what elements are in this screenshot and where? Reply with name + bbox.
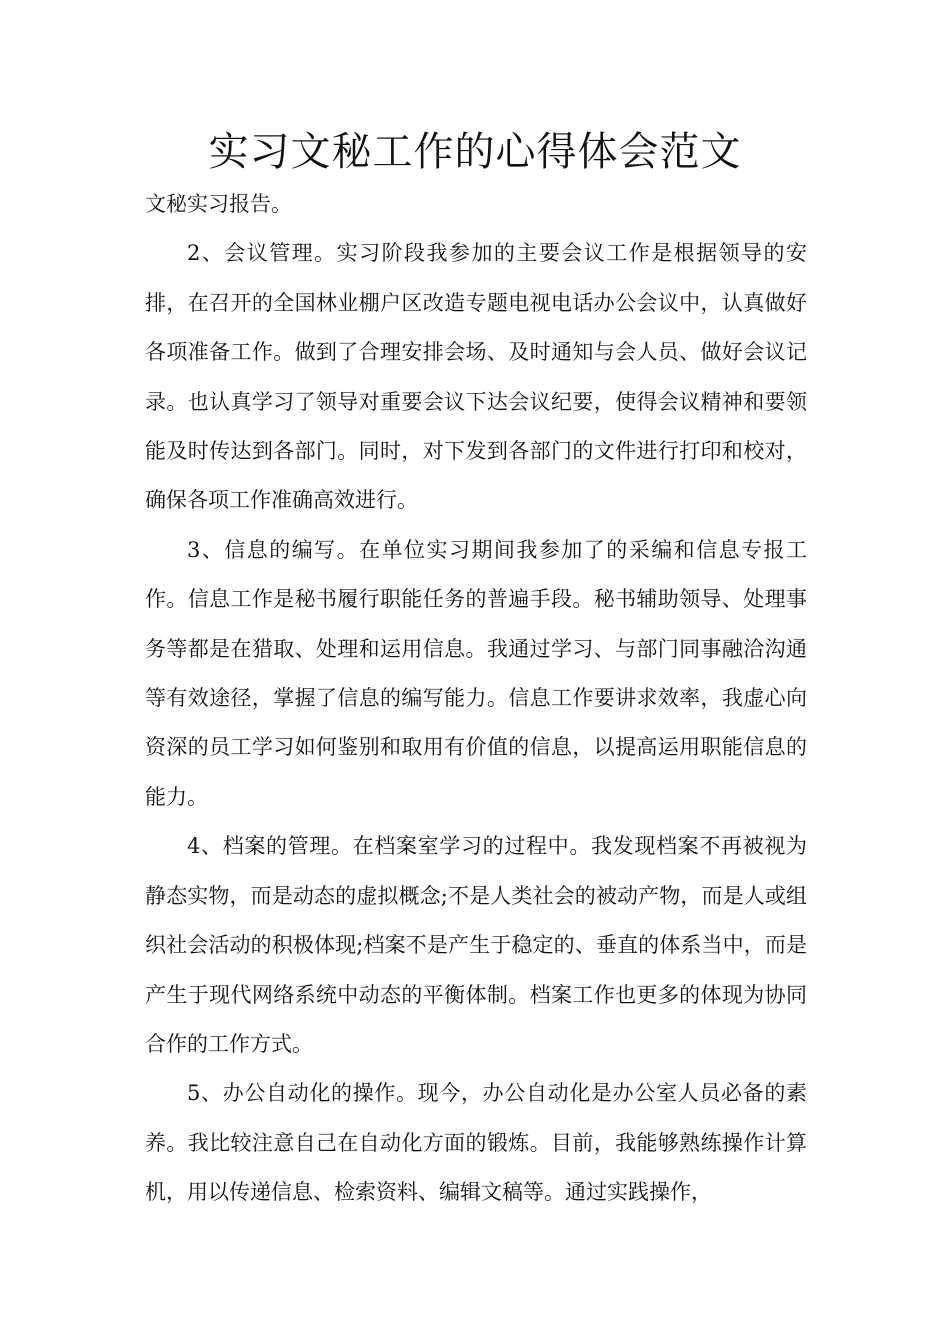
paragraph-meeting-management: 2、会议管理。实习阶段我参加的主要会议工作是根据领导的安排，在召开的全国林业棚户区改造专题电视电话办公会议中，认真做好各项准备工作。做到了合理安排会场、及时通知与会人员、做好会议记录。也认真学习了领导对重要会议下达会议纪要，使得会议精神和要领能及时传达到各部门。同时，对下发到各部门的文件进行打印和校对，确保各项工作准确高效进行。 bbox=[145, 241, 807, 513]
paragraph-office-automation: 5、办公自动化的操作。现今，办公自动化是办公室人员必备的素养。我比较注意自己在自动化方面的锻炼。目前，我能够熟练操作计算机，用以传递信息、检索资料、编辑文稿等。通过实践操作， bbox=[145, 1081, 807, 1205]
paragraph-intro: 文秘实习报告。 bbox=[145, 192, 292, 216]
document-body bbox=[145, 180, 807, 1218]
paragraph-archive-management: 4、档案的管理。在档案室学习的过程中。我发现档案不再被视为静态实物，而是动态的虚拟概念;不是人类社会的被动产物，而是人或组织社会活动的积极体现;档案不是产生于稳定的、垂直的体系当中，而是产生于现代网络系统中动态的平衡体制。档案工作也更多的体现为协同合作的工作方式。 bbox=[145, 834, 807, 1056]
document-title: 实习文秘工作的心得体会范文 bbox=[208, 129, 742, 175]
paragraph-information-writing: 3、信息的编写。在单位实习期间我参加了的采编和信息专报工作。信息工作是秘书履行职能任务的普遍手段。秘书辅助领导、处理事务等都是在猎取、处理和运用信息。我通过学习、与部门同事融洽沟通等有效途径，掌握了信息的编写能力。信息工作要讲求效率，我虚心向资深的员工学习如何鉴别和取用有价值的信息，以提高运用职能信息的能力。 bbox=[145, 537, 807, 809]
